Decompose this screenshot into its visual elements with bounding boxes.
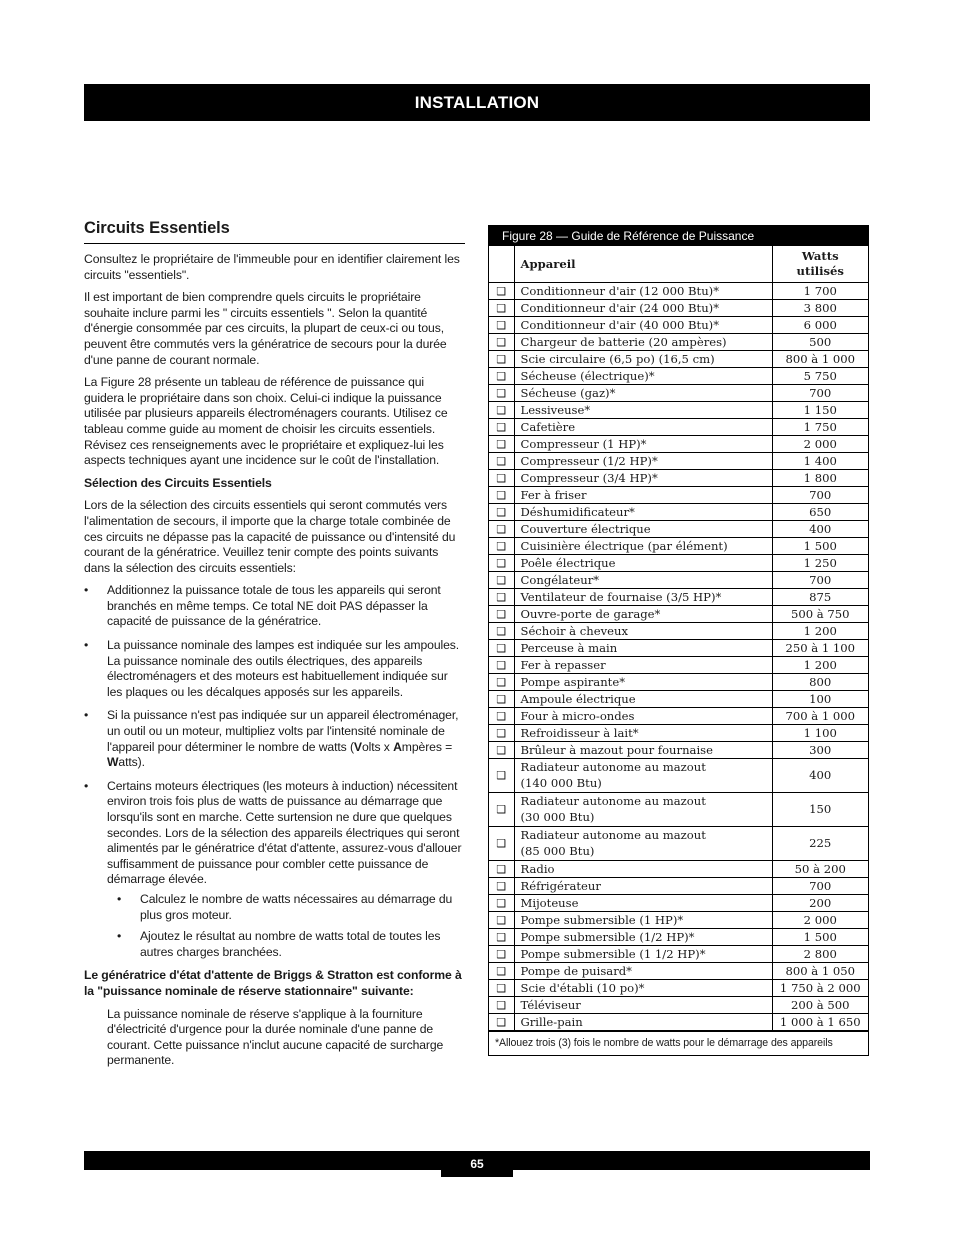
checkbox-icon[interactable]: ❑: [489, 640, 514, 657]
asterisk-marker: *: [629, 504, 635, 519]
section-title: Circuits Essentiels: [84, 218, 465, 244]
checkbox-icon[interactable]: ❑: [489, 572, 514, 589]
checkbox-icon[interactable]: ❑: [489, 929, 514, 946]
appliance-name: Conditionneur d'air (40 000 Btu)*: [514, 317, 772, 334]
table-row: [489, 946, 868, 963]
checkbox-icon[interactable]: ❑: [489, 980, 514, 997]
bullet-item: • Additionnez la puissance totale de tous les appareils qui seront branchés en même temps. Ce total NE doit PAS dépasser la capacité de puissance de la génératrice.: [84, 583, 465, 630]
table-row: [489, 555, 868, 572]
sub-bullet-item: • Calculez le nombre de watts nécessaires au démarrage du plus gros moteur.: [107, 892, 465, 923]
watts-value: 1 150: [772, 402, 868, 419]
table-row: [489, 623, 868, 640]
appliance-name: Poêle électrique: [514, 555, 772, 572]
table-row: [489, 572, 868, 589]
page-number: 65: [441, 1151, 513, 1177]
table-row: [489, 504, 868, 521]
appliance-name: Pompe aspirante*: [514, 674, 772, 691]
appliance-name: Fer à friser: [514, 487, 772, 504]
appliance-name: Pompe submersible (1 1/2 HP)*: [514, 946, 772, 963]
checkbox-icon[interactable]: ❑: [489, 521, 514, 538]
watts-value: 500 à 750: [772, 606, 868, 623]
table-row: [489, 708, 868, 725]
checkbox-icon[interactable]: ❑: [489, 691, 514, 708]
appliance-name: Radiateur autonome au mazout (30 000 Btu): [514, 793, 772, 827]
appliance-name: Conditionneur d'air (24 000 Btu)*: [514, 300, 772, 317]
table-row: [489, 436, 868, 453]
table-row: [489, 725, 868, 742]
paragraph-standby-rating: La puissance nominale de réserve s'applique à la fourniture d'électricité d'urgence pour la durée nominale d'une panne de courant. Cette puissance n'inclut aucune capacité de surcharge permanente.: [107, 1006, 444, 1068]
table-row: [489, 470, 868, 487]
watts-value: 700: [772, 385, 868, 402]
appliance-name: Conditionneur d'air (12 000 Btu)*: [514, 283, 772, 300]
checkbox-icon[interactable]: ❑: [489, 827, 514, 861]
sub-bullet-list: [107, 892, 465, 960]
checkbox-icon[interactable]: ❑: [489, 385, 514, 402]
asterisk-marker: *: [640, 436, 647, 451]
watts-value: 2 000: [772, 436, 868, 453]
checkbox-icon[interactable]: ❑: [489, 351, 514, 368]
asterisk-marker: *: [648, 368, 655, 383]
appliance-name: Déshumidificateur*: [514, 504, 772, 521]
asterisk-marker: *: [638, 980, 645, 995]
appliance-name: Téléviseur: [514, 997, 772, 1014]
watts-value: 3 800: [772, 300, 868, 317]
table-row: [489, 657, 868, 674]
appliance-name: Scie d'établi (10 po)*: [514, 980, 772, 997]
watts-value: 650: [772, 504, 868, 521]
table-row: [489, 385, 868, 402]
asterisk-marker: *: [619, 674, 626, 689]
table-row: [489, 589, 868, 606]
appliance-name: Fer à repasser: [514, 657, 772, 674]
checkbox-icon[interactable]: ❑: [489, 555, 514, 572]
watts-value: 800: [772, 674, 868, 691]
table-row: [489, 793, 868, 827]
watts-value: 1 200: [772, 623, 868, 640]
checkbox-icon[interactable]: ❑: [489, 1014, 514, 1031]
power-reference-figure: [488, 225, 869, 1056]
watts-value: 400: [772, 759, 868, 793]
checkbox-icon[interactable]: ❑: [489, 657, 514, 674]
paragraph-importance: Il est important de bien comprendre quels circuits le propriétaire souhaite inclure parmi les " circuits essentiels ". Selon la quantité d'énergie consommée par ces circuits, la plupart de ceux-ci ou tous, peuvent être commutés vers la génératrice de secours pour la durée d'une panne de courant normale.: [84, 290, 447, 367]
appliance-name: Pompe submersible (1 HP)*: [514, 912, 772, 929]
table-header-row: [489, 246, 868, 283]
watts-value: 800 à 1 000: [772, 351, 868, 368]
table-row: [489, 606, 868, 623]
checkbox-icon[interactable]: ❑: [489, 419, 514, 436]
compliance-note: Le génératrice d'état d'attente de Briggs & Stratton est conforme à la "puissance nominale de réserve stationnaire" suivante:: [84, 968, 462, 998]
asterisk-marker: *: [688, 929, 695, 944]
checkbox-icon[interactable]: ❑: [489, 878, 514, 895]
appliance-name: Radio: [514, 861, 772, 878]
watts-value: 1 100: [772, 725, 868, 742]
watts-value: 700 à 1 000: [772, 708, 868, 725]
checkbox-icon[interactable]: ❑: [489, 589, 514, 606]
watts-value: 1 800: [772, 470, 868, 487]
appliance-name: Couverture électrique: [514, 521, 772, 538]
asterisk-marker: *: [713, 317, 719, 332]
table-row: [489, 674, 868, 691]
paragraph-figure-reference: La Figure 28 présente un tableau de référence de puissance qui guidera le propriétaire dans son choix. Celui-ci indique la puissance utilisée par plusieurs appareils électroménagers courants. Utilisez ce tableau comme guide au moment de choisir les circuits essentiels. Révisez ces renseignements avec le propriétaire et expliquez-lui les aspects techniques ayant une incidence sur le coût de l'installation.: [84, 375, 448, 468]
table-row: [489, 861, 868, 878]
table-row: [489, 317, 868, 334]
table-row: [489, 419, 868, 436]
checkbox-icon[interactable]: ❑: [489, 793, 514, 827]
paragraph-selection: Lors de la sélection des circuits essentiels qui seront commutés vers l'alimentation de secours, il importe que la charge totale combinée de ces circuits ne dépasse pas la capacité de puissance ou d'intensité du courant de la génératrice. Veuillez tenir compte des points suivants dans la sélection des circuits essentiels:: [84, 498, 456, 575]
checkbox-icon[interactable]: ❑: [489, 300, 514, 317]
appliance-name: Ampoule électrique: [514, 691, 772, 708]
left-column: [84, 218, 465, 1076]
watts-value: 150: [772, 793, 868, 827]
watts-value: 6 000: [772, 317, 868, 334]
watts-value: 250 à 1 100: [772, 640, 868, 657]
watts-column-header: Watts utilisés: [772, 246, 868, 283]
asterisk-marker: *: [713, 300, 719, 315]
watts-value: 2 800: [772, 946, 868, 963]
watts-value: 1 750 à 2 000: [772, 980, 868, 997]
checkbox-icon[interactable]: ❑: [489, 504, 514, 521]
appliance-name: Chargeur de batterie (20 ampères): [514, 334, 772, 351]
power-reference-table: [489, 246, 868, 1031]
checkbox-icon[interactable]: ❑: [489, 317, 514, 334]
table-row: [489, 895, 868, 912]
table-row: [489, 334, 868, 351]
watts-value: 700: [772, 487, 868, 504]
table-row: [489, 827, 868, 861]
checkbox-icon[interactable]: ❑: [489, 368, 514, 385]
asterisk-marker: *: [593, 572, 600, 587]
checkbox-icon[interactable]: ❑: [489, 946, 514, 963]
appliance-name: Congélateur*: [514, 572, 772, 589]
asterisk-marker: *: [651, 470, 658, 485]
checkbox-icon[interactable]: ❑: [489, 895, 514, 912]
checkbox-icon[interactable]: ❑: [489, 997, 514, 1014]
checkbox-icon[interactable]: ❑: [489, 436, 514, 453]
watts-value: 1 700: [772, 283, 868, 300]
table-footnote: *Allouez trois (3) fois le nombre de watts pour le démarrage des appareils: [489, 1031, 868, 1055]
appliance-name: Séchoir à cheveux: [514, 623, 772, 640]
appliance-column-header: Appareil: [514, 246, 772, 283]
watts-value: 200 à 500: [772, 997, 868, 1014]
table-row: [489, 283, 868, 300]
appliance-name: Sécheuse (gaz)*: [514, 385, 772, 402]
watts-value: 100: [772, 691, 868, 708]
checkbox-icon[interactable]: ❑: [489, 742, 514, 759]
appliance-name: Scie circulaire (6,5 po) (16,5 cm): [514, 351, 772, 368]
appliance-name: Pompe submersible (1/2 HP)*: [514, 929, 772, 946]
table-row: [489, 929, 868, 946]
subheading-selection: Sélection des Circuits Essentiels: [84, 475, 272, 490]
checkbox-icon[interactable]: ❑: [489, 759, 514, 793]
asterisk-marker: *: [715, 589, 722, 604]
appliance-name: Refroidisseur à lait*: [514, 725, 772, 742]
bullet-item: • La puissance nominale des lampes est indiquée sur les ampoules. La puissance nominale des outils électriques, des appareils électroménagers et des moteurs est habituellement indiquée sur les plaques ou les décalques apposés sur les appareils.: [84, 638, 465, 700]
appliance-name: Ouvre-porte de garage*: [514, 606, 772, 623]
bullet-item: • Si la puissance n'est pas indiquée sur un appareil électroménager, un outil ou un moteur, multipliez volts par l'intensité nominale de l'appareil pour déterminer le nombre de watts (Volts x Ampères = Watts).: [84, 708, 465, 770]
watts-value: 50 à 200: [772, 861, 868, 878]
asterisk-marker: *: [584, 402, 591, 417]
checkbox-icon[interactable]: ❑: [489, 538, 514, 555]
selection-bullet-list: [84, 583, 465, 960]
asterisk-marker: *: [626, 963, 632, 978]
appliance-name: Cafetière: [514, 419, 772, 436]
table-row: [489, 691, 868, 708]
checkbox-icon[interactable]: ❑: [489, 725, 514, 742]
asterisk-marker: *: [677, 912, 684, 927]
watts-value: 1 250: [772, 555, 868, 572]
checkbox-icon[interactable]: ❑: [489, 861, 514, 878]
watts-value: 2 000: [772, 912, 868, 929]
bullet-item: • Certains moteurs électriques (les moteurs à induction) nécessitent environ trois fois plus de watts de puissance au démarrage que lorsqu'ils sont en marche. Cette surtension ne dure que quelques secondes. Lors de la sélection des appareils électriques qui seront alimentés par le génératrice d'état d'attente, assurez-vous d'allouer suffisamment de puissance pour combler cette puissance de démarrage élevée. • Calculez le nombre de watts nécessaires au démarrage du plus gros moteur. • Ajoutez le résultat au nombre de watts total de toutes les autres charges branchées.: [84, 779, 465, 961]
appliance-name: Réfrigérateur: [514, 878, 772, 895]
watts-value: 1 400: [772, 453, 868, 470]
appliance-name: Grille-pain: [514, 1014, 772, 1031]
watts-value: 875: [772, 589, 868, 606]
checkbox-icon[interactable]: ❑: [489, 674, 514, 691]
table-row: [489, 351, 868, 368]
figure-caption: Figure 28 — Guide de Référence de Puissance: [489, 226, 868, 246]
checkbox-icon[interactable]: ❑: [489, 623, 514, 640]
table-row: [489, 997, 868, 1014]
watts-value: 225: [772, 827, 868, 861]
watts-value: 1 500: [772, 929, 868, 946]
watts-value: 700: [772, 572, 868, 589]
appliance-name: Perceuse à main: [514, 640, 772, 657]
sub-bullet-item: • Ajoutez le résultat au nombre de watts total de toutes les autres charges branchées.: [107, 929, 465, 960]
watts-value: 700: [772, 878, 868, 895]
appliance-name: Four à micro-ondes: [514, 708, 772, 725]
appliance-name: Cuisinière électrique (par élément): [514, 538, 772, 555]
watts-value: 1 500: [772, 538, 868, 555]
checkbox-column-header: [489, 246, 514, 283]
table-row: [489, 521, 868, 538]
watts-value: 1 000 à 1 650: [772, 1014, 868, 1031]
appliance-name: Compresseur (1/2 HP)*: [514, 453, 772, 470]
appliance-name: Brûleur à mazout pour fournaise: [514, 742, 772, 759]
table-row: [489, 878, 868, 895]
watts-value: 300: [772, 742, 868, 759]
watts-value: 200: [772, 895, 868, 912]
watts-value: 800 à 1 050: [772, 963, 868, 980]
table-row: [489, 402, 868, 419]
checkbox-icon[interactable]: ❑: [489, 708, 514, 725]
table-row: [489, 538, 868, 555]
watts-value: 5 750: [772, 368, 868, 385]
checkbox-icon[interactable]: ❑: [489, 334, 514, 351]
table-row: [489, 912, 868, 929]
appliance-name: Compresseur (1 HP)*: [514, 436, 772, 453]
checkbox-icon[interactable]: ❑: [489, 606, 514, 623]
checkbox-icon[interactable]: ❑: [489, 912, 514, 929]
watts-value: 500: [772, 334, 868, 351]
appliance-name: Mijoteuse: [514, 895, 772, 912]
appliance-name: Lessiveuse*: [514, 402, 772, 419]
section-header: [84, 84, 870, 121]
appliance-name: Ventilateur de fournaise (3/5 HP)*: [514, 589, 772, 606]
appliance-name: Compresseur (3/4 HP)*: [514, 470, 772, 487]
checkbox-icon[interactable]: ❑: [489, 453, 514, 470]
watts-value: 1 750: [772, 419, 868, 436]
paragraph-intro: Consultez le propriétaire de l'immeuble pour en identifier clairement les circuits "essentiels".: [84, 252, 460, 282]
table-row: [489, 759, 868, 793]
checkbox-icon[interactable]: ❑: [489, 470, 514, 487]
table-row: [489, 487, 868, 504]
checkbox-icon[interactable]: ❑: [489, 402, 514, 419]
table-row: [489, 368, 868, 385]
asterisk-marker: *: [654, 606, 661, 621]
checkbox-icon[interactable]: ❑: [489, 283, 514, 300]
table-row: [489, 453, 868, 470]
watts-value: 1 200: [772, 657, 868, 674]
checkbox-icon[interactable]: ❑: [489, 487, 514, 504]
appliance-name: Sécheuse (électrique)*: [514, 368, 772, 385]
checkbox-icon[interactable]: ❑: [489, 963, 514, 980]
asterisk-marker: *: [699, 946, 706, 961]
table-row: [489, 963, 868, 980]
asterisk-marker: *: [651, 453, 658, 468]
appliance-name: Radiateur autonome au mazout (85 000 Btu): [514, 827, 772, 861]
asterisk-marker: *: [713, 283, 719, 298]
watts-value: 400: [772, 521, 868, 538]
table-row: [489, 1014, 868, 1031]
asterisk-marker: *: [609, 385, 616, 400]
table-row: [489, 980, 868, 997]
appliance-name: Radiateur autonome au mazout (140 000 Btu): [514, 759, 772, 793]
table-row: [489, 640, 868, 657]
appliance-name: Pompe de puisard*: [514, 963, 772, 980]
table-row: [489, 300, 868, 317]
section-header-title: INSTALLATION: [414, 92, 540, 112]
asterisk-marker: *: [632, 725, 639, 740]
table-row: [489, 742, 868, 759]
